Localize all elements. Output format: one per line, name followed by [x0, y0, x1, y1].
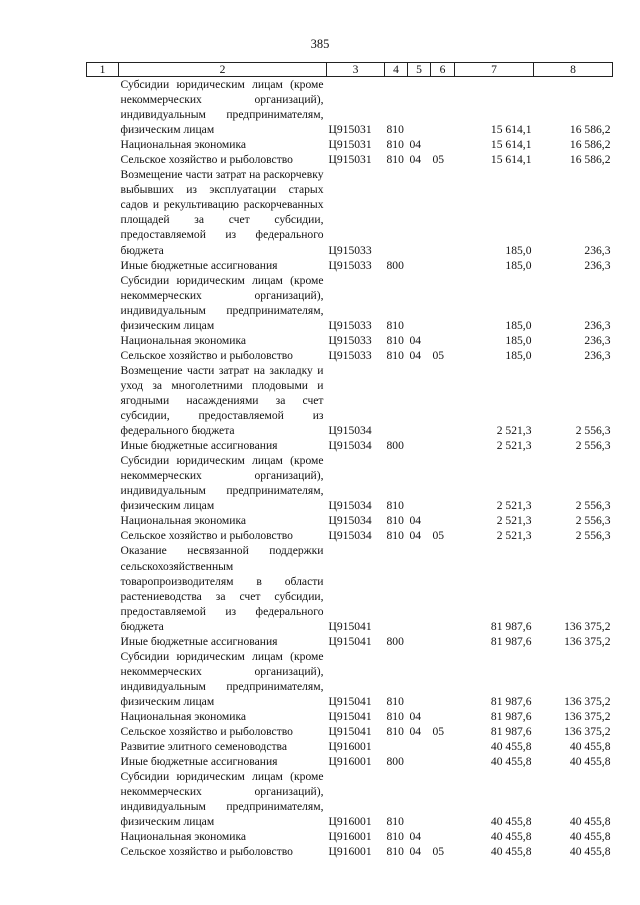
amount-year2-cell: 236,3	[584, 318, 611, 332]
table-row	[87, 739, 613, 754]
target-code-cell: Ц915031	[328, 138, 372, 152]
subsection-cell: 05	[432, 153, 445, 167]
row-number-cell	[87, 724, 119, 739]
amount-year1-cell: 81 987,6	[490, 619, 532, 633]
expense-type-cell: 810	[386, 333, 404, 347]
target-code-cell: Ц915033	[328, 348, 372, 362]
item-name-cell: Возмещение части затрат на раскорчевку выбывших из эксплуатации старых садов и рекультивацию раскорчеванных площадей за счет субсидии, предоставляемой из федерального бюджета	[120, 168, 324, 257]
item-name-cell: Оказание несвязанной поддержки сельскохозяйственным товаропроизводителям в области растениеводства за счет субсидии, предоставляемой из федерального бюджета	[120, 544, 324, 633]
amount-year1-cell: 185,0	[505, 318, 532, 332]
amount-year2-cell: 16 586,2	[569, 153, 611, 167]
target-code-cell: Ц916001	[328, 815, 372, 829]
target-code-cell: Ц916001	[328, 740, 372, 754]
item-name-cell: Субсидии юридическим лицам (кроме некоммерческих организаций), индивидуальным предпринимателям, физическим лицам	[120, 454, 324, 513]
amount-year1-cell: 15 614,1	[490, 138, 532, 152]
section-cell	[408, 739, 431, 754]
amount-year2-cell: 136 375,2	[564, 694, 611, 708]
section-cell: 04	[409, 348, 422, 362]
header-row	[87, 63, 613, 77]
table-row	[87, 513, 613, 528]
amount-year1-cell: 15 614,1	[490, 153, 532, 167]
budget-table	[86, 62, 613, 859]
section-cell: 04	[409, 333, 422, 347]
row-number-cell	[87, 649, 119, 709]
subsection-cell: 05	[432, 845, 445, 859]
amount-year2-cell: 2 556,3	[575, 529, 611, 543]
header-cell-8: 8	[534, 63, 613, 77]
target-code-cell: Ц915033	[328, 258, 372, 272]
header-cell-3: 3	[327, 63, 385, 77]
amount-year1-cell: 185,0	[505, 333, 532, 347]
table-row	[87, 438, 613, 453]
amount-year1-cell: 2 521,3	[496, 424, 532, 438]
section-cell	[408, 438, 431, 453]
amount-year2-cell: 136 375,2	[564, 709, 611, 723]
subsection-cell	[431, 769, 455, 829]
row-number-cell	[87, 258, 119, 273]
amount-year2-cell: 2 556,3	[575, 439, 611, 453]
table-row	[87, 333, 613, 348]
amount-year2-cell: 2 556,3	[575, 424, 611, 438]
subsection-cell	[431, 438, 455, 453]
table-body	[87, 77, 613, 860]
row-number-cell	[87, 333, 119, 348]
subsection-cell	[431, 829, 455, 844]
target-code-cell: Ц915041	[328, 694, 372, 708]
table-row	[87, 649, 613, 709]
row-number-cell	[87, 137, 119, 152]
expense-type-cell: 810	[386, 830, 404, 844]
expense-type-cell: 800	[386, 755, 404, 769]
item-name-cell: Субсидии юридическим лицам (кроме некоммерческих организаций), индивидуальным предпринимателям, физическим лицам	[120, 273, 324, 332]
target-code-cell: Ц915034	[328, 529, 372, 543]
section-cell	[408, 649, 431, 709]
subsection-cell	[431, 273, 455, 333]
table-row	[87, 137, 613, 152]
section-cell	[408, 273, 431, 333]
table-row	[87, 754, 613, 769]
row-number-cell	[87, 634, 119, 649]
item-name-cell: Национальная экономика	[120, 830, 247, 844]
row-number-cell	[87, 438, 119, 453]
item-name-cell: Сельское хозяйство и рыболовство	[120, 845, 293, 859]
amount-year2-cell: 2 556,3	[575, 499, 611, 513]
amount-year1-cell: 185,0	[505, 243, 532, 257]
table-row	[87, 258, 613, 273]
section-cell: 04	[409, 514, 422, 528]
item-name-cell: Иные бюджетные ассигнования	[120, 634, 278, 648]
subsection-cell	[431, 634, 455, 649]
row-number-cell	[87, 348, 119, 363]
table-row	[87, 528, 613, 543]
row-number-cell	[87, 273, 119, 333]
amount-year2-cell: 236,3	[584, 243, 611, 257]
subsection-cell	[431, 754, 455, 769]
amount-year2-cell: 40 455,8	[569, 740, 611, 754]
amount-year2-cell: 236,3	[584, 348, 611, 362]
item-name-cell: Иные бюджетные ассигнования	[120, 439, 278, 453]
page-number: 385	[310, 37, 330, 51]
row-number-cell	[87, 77, 119, 138]
amount-year2-cell: 236,3	[584, 258, 611, 272]
subsection-cell	[431, 333, 455, 348]
item-name-cell: Иные бюджетные ассигнования	[120, 755, 278, 769]
table-row	[87, 543, 613, 633]
target-code-cell: Ц915041	[328, 709, 372, 723]
expense-type-cell: 810	[386, 529, 404, 543]
expense-type-cell: 800	[386, 258, 404, 272]
item-name-cell: Национальная экономика	[120, 709, 247, 723]
amount-year1-cell: 2 521,3	[496, 499, 532, 513]
expense-type-cell: 810	[386, 153, 404, 167]
item-name-cell: Национальная экономика	[120, 138, 247, 152]
target-code-cell: Ц915041	[328, 725, 372, 739]
item-name-cell: Сельское хозяйство и рыболовство	[120, 529, 293, 543]
target-code-cell: Ц915034	[328, 514, 372, 528]
header-cell-5: 5	[408, 63, 431, 77]
amount-year2-cell: 236,3	[584, 333, 611, 347]
item-name-cell: Иные бюджетные ассигнования	[120, 258, 278, 272]
row-number-cell	[87, 829, 119, 844]
expense-type-cell: 810	[386, 725, 404, 739]
table-row	[87, 348, 613, 363]
table-row	[87, 634, 613, 649]
amount-year1-cell: 2 521,3	[496, 439, 532, 453]
amount-year2-cell: 40 455,8	[569, 845, 611, 859]
section-cell	[408, 754, 431, 769]
table-row	[87, 152, 613, 167]
amount-year2-cell: 16 586,2	[569, 123, 611, 137]
amount-year2-cell: 40 455,8	[569, 830, 611, 844]
row-number-cell	[87, 167, 119, 257]
amount-year2-cell: 2 556,3	[575, 514, 611, 528]
target-code-cell: Ц916001	[328, 830, 372, 844]
section-cell: 04	[409, 138, 422, 152]
expense-type-cell: 810	[386, 123, 404, 137]
section-cell	[408, 363, 431, 438]
amount-year1-cell: 81 987,6	[490, 709, 532, 723]
amount-year1-cell: 40 455,8	[490, 830, 532, 844]
expense-type-cell: 810	[386, 514, 404, 528]
amount-year2-cell: 16 586,2	[569, 138, 611, 152]
row-number-cell	[87, 844, 119, 859]
header-cell-4: 4	[385, 63, 408, 77]
subsection-cell	[431, 258, 455, 273]
subsection-cell	[431, 739, 455, 754]
expense-type-cell: 810	[386, 709, 404, 723]
table-row	[87, 829, 613, 844]
amount-year1-cell: 185,0	[505, 348, 532, 362]
amount-year1-cell: 81 987,6	[490, 725, 532, 739]
section-cell: 04	[409, 830, 422, 844]
item-name-cell: Национальная экономика	[120, 514, 247, 528]
expense-type-cell: 800	[386, 634, 404, 648]
amount-year2-cell: 136 375,2	[564, 634, 611, 648]
section-cell	[408, 769, 431, 829]
item-name-cell: Сельское хозяйство и рыболовство	[120, 348, 293, 362]
row-number-cell	[87, 453, 119, 513]
section-cell	[408, 543, 431, 633]
subsection-cell	[431, 513, 455, 528]
table-row	[87, 769, 613, 829]
expense-type-cell: 810	[386, 499, 404, 513]
item-name-cell: Возмещение части затрат на закладку и уход за многолетними плодовыми и ягодными насаждениями за счет субсидии, предоставляемой из федерального бюджета	[120, 363, 324, 438]
table-row	[87, 724, 613, 739]
amount-year1-cell: 2 521,3	[496, 529, 532, 543]
row-number-cell	[87, 528, 119, 543]
row-number-cell	[87, 543, 119, 633]
target-code-cell: Ц915033	[328, 333, 372, 347]
subsection-cell	[431, 167, 455, 257]
amount-year2-cell: 40 455,8	[569, 755, 611, 769]
section-cell	[408, 167, 431, 257]
subsection-cell: 05	[432, 348, 445, 362]
amount-year2-cell: 40 455,8	[569, 815, 611, 829]
expense-type-cell	[385, 739, 408, 754]
item-name-cell: Развитие элитного семеноводства	[120, 740, 288, 754]
section-cell: 04	[409, 709, 422, 723]
amount-year1-cell: 40 455,8	[490, 815, 532, 829]
header-cell-2: 2	[119, 63, 327, 77]
section-cell: 04	[409, 725, 422, 739]
amount-year1-cell: 40 455,8	[490, 740, 532, 754]
subsection-cell	[431, 363, 455, 438]
row-number-cell	[87, 754, 119, 769]
subsection-cell: 05	[432, 725, 445, 739]
table-row	[87, 273, 613, 333]
subsection-cell	[431, 649, 455, 709]
target-code-cell: Ц915034	[328, 439, 372, 453]
table-row	[87, 709, 613, 724]
amount-year1-cell: 81 987,6	[490, 634, 532, 648]
expense-type-cell: 810	[386, 694, 404, 708]
section-cell	[408, 453, 431, 513]
target-code-cell: Ц915031	[328, 153, 372, 167]
row-number-cell	[87, 769, 119, 829]
table-row	[87, 77, 613, 138]
expense-type-cell: 810	[386, 318, 404, 332]
target-code-cell: Ц916001	[328, 755, 372, 769]
item-name-cell: Сельское хозяйство и рыболовство	[120, 153, 293, 167]
table-row	[87, 844, 613, 859]
subsection-cell	[431, 543, 455, 633]
expense-type-cell: 800	[386, 439, 404, 453]
subsection-cell	[431, 709, 455, 724]
item-name-cell: Субсидии юридическим лицам (кроме некоммерческих организаций), индивидуальным предпринимателям, физическим лицам	[120, 78, 324, 137]
target-code-cell: Ц915041	[328, 634, 372, 648]
table-row	[87, 453, 613, 513]
table-row	[87, 167, 613, 257]
header-cell-6: 6	[431, 63, 455, 77]
amount-year1-cell: 81 987,6	[490, 694, 532, 708]
amount-year2-cell: 136 375,2	[564, 619, 611, 633]
row-number-cell	[87, 363, 119, 438]
section-cell: 04	[409, 153, 422, 167]
amount-year1-cell: 2 521,3	[496, 514, 532, 528]
subsection-cell	[431, 137, 455, 152]
expense-type-cell: 810	[386, 845, 404, 859]
target-code-cell: Ц916001	[328, 845, 372, 859]
expense-type-cell	[385, 363, 408, 438]
item-name-cell: Субсидии юридическим лицам (кроме некоммерческих организаций), индивидуальным предпринимателям, физическим лицам	[120, 770, 324, 829]
row-number-cell	[87, 709, 119, 724]
section-cell: 04	[409, 529, 422, 543]
section-cell	[408, 634, 431, 649]
row-number-cell	[87, 152, 119, 167]
row-number-cell	[87, 513, 119, 528]
item-name-cell: Субсидии юридическим лицам (кроме некоммерческих организаций), индивидуальным предпринимателям, физическим лицам	[120, 649, 324, 708]
section-cell	[408, 77, 431, 138]
amount-year1-cell: 40 455,8	[490, 755, 532, 769]
header-cell-7: 7	[455, 63, 534, 77]
target-code-cell: Ц915034	[328, 424, 372, 438]
target-code-cell: Ц915041	[328, 619, 372, 633]
header-cell-1: 1	[87, 63, 119, 77]
amount-year1-cell: 185,0	[505, 258, 532, 272]
section-cell: 04	[409, 845, 422, 859]
expense-type-cell	[385, 167, 408, 257]
amount-year2-cell: 136 375,2	[564, 725, 611, 739]
expense-type-cell	[385, 543, 408, 633]
amount-year1-cell: 15 614,1	[490, 123, 532, 137]
section-cell	[408, 258, 431, 273]
expense-type-cell: 810	[386, 348, 404, 362]
expense-type-cell: 810	[386, 815, 404, 829]
expense-type-cell: 810	[386, 138, 404, 152]
target-code-cell: Ц915033	[328, 243, 372, 257]
target-code-cell: Ц915031	[328, 123, 372, 137]
subsection-cell: 05	[432, 529, 445, 543]
subsection-cell	[431, 77, 455, 138]
table-header	[87, 63, 613, 77]
target-code-cell: Ц915034	[328, 499, 372, 513]
target-code-cell: Ц915033	[328, 318, 372, 332]
item-name-cell: Национальная экономика	[120, 333, 247, 347]
amount-year1-cell: 40 455,8	[490, 845, 532, 859]
table-row	[87, 363, 613, 438]
row-number-cell	[87, 739, 119, 754]
subsection-cell	[431, 453, 455, 513]
item-name-cell: Сельское хозяйство и рыболовство	[120, 725, 293, 739]
